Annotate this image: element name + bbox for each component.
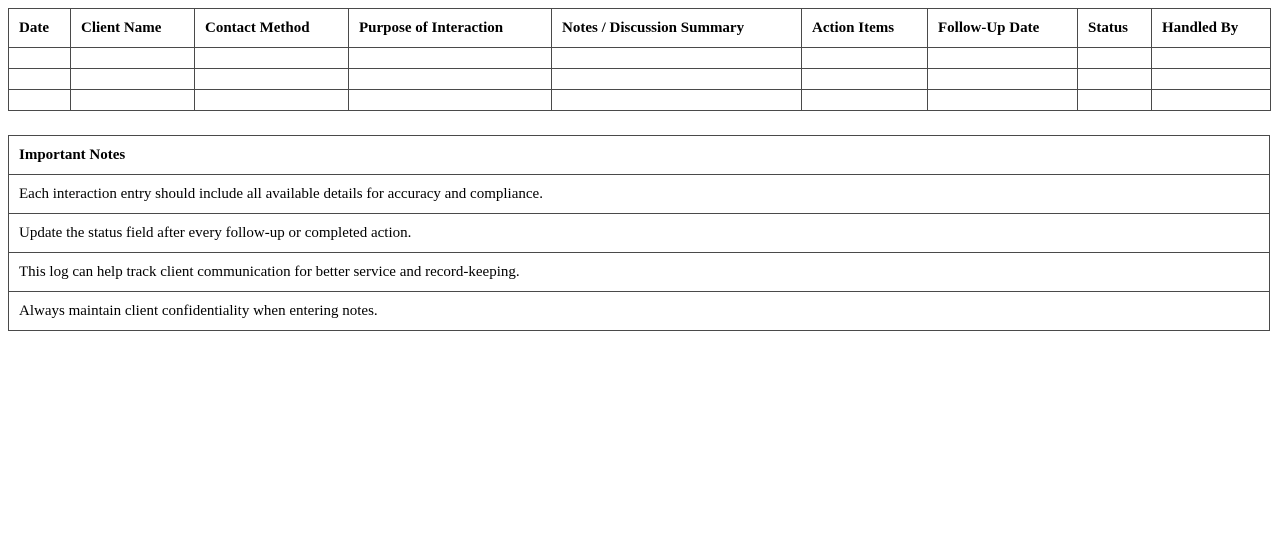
table-row: [9, 90, 1271, 111]
table-cell[interactable]: [195, 48, 349, 69]
note-text: Always maintain client confidentiality when entering notes.: [9, 292, 1270, 331]
note-text: Each interaction entry should include all available details for accuracy and compliance.: [9, 175, 1270, 214]
table-cell[interactable]: [9, 48, 71, 69]
table-cell[interactable]: [349, 48, 552, 69]
list-item: [9, 253, 1270, 292]
column-header-notes-summary: Notes / Discussion Summary: [552, 9, 802, 48]
table-cell[interactable]: [1152, 48, 1271, 69]
table-cell[interactable]: [1078, 48, 1152, 69]
note-text: This log can help track client communication for better service and record-keeping.: [9, 253, 1270, 292]
table-cell[interactable]: [928, 69, 1078, 90]
table-cell[interactable]: [1078, 69, 1152, 90]
notes-header-row: [9, 136, 1270, 175]
table-cell[interactable]: [552, 69, 802, 90]
table-cell[interactable]: [928, 90, 1078, 111]
column-header-follow-up-date: Follow-Up Date: [928, 9, 1078, 48]
table-cell[interactable]: [552, 90, 802, 111]
table-cell[interactable]: [71, 90, 195, 111]
table-cell[interactable]: [928, 48, 1078, 69]
table-row: [9, 69, 1271, 90]
column-header-client-name: Client Name: [71, 9, 195, 48]
table-header-row: [9, 9, 1271, 48]
table-row: [9, 48, 1271, 69]
table-cell[interactable]: [71, 48, 195, 69]
table-cell[interactable]: [802, 48, 928, 69]
column-header-status: Status: [1078, 9, 1152, 48]
table-cell[interactable]: [195, 69, 349, 90]
notes-title: Important Notes: [9, 136, 1270, 175]
table-cell[interactable]: [1078, 90, 1152, 111]
table-cell[interactable]: [552, 48, 802, 69]
column-header-purpose: Purpose of Interaction: [349, 9, 552, 48]
column-header-handled-by: Handled By: [1152, 9, 1271, 48]
table-cell[interactable]: [802, 69, 928, 90]
table-cell[interactable]: [349, 90, 552, 111]
table-cell[interactable]: [1152, 90, 1271, 111]
client-interaction-log-table: [8, 8, 1271, 111]
column-header-contact-method: Contact Method: [195, 9, 349, 48]
table-cell[interactable]: [349, 69, 552, 90]
table-cell[interactable]: [195, 90, 349, 111]
note-text: Update the status field after every follow-up or completed action.: [9, 214, 1270, 253]
column-header-date: Date: [9, 9, 71, 48]
list-item: [9, 214, 1270, 253]
table-cell[interactable]: [802, 90, 928, 111]
important-notes-table: [8, 135, 1270, 331]
list-item: [9, 292, 1270, 331]
table-cell[interactable]: [71, 69, 195, 90]
column-header-action-items: Action Items: [802, 9, 928, 48]
table-cell[interactable]: [9, 69, 71, 90]
list-item: [9, 175, 1270, 214]
table-cell[interactable]: [9, 90, 71, 111]
table-cell[interactable]: [1152, 69, 1271, 90]
